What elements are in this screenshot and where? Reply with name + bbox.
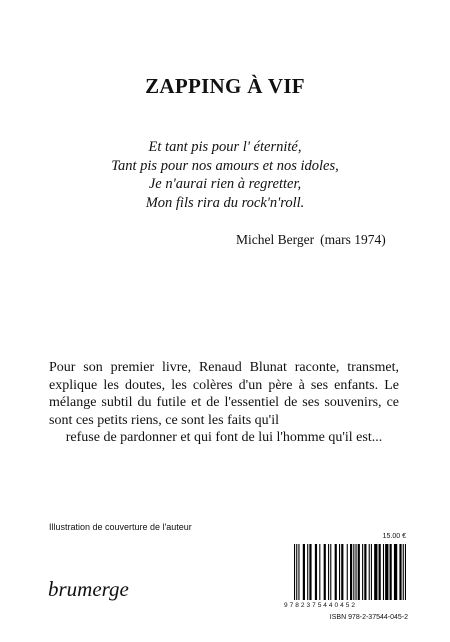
barcode-bar	[350, 544, 352, 600]
epigraph-line: Tant pis pour nos amours et nos idoles,	[111, 157, 339, 174]
barcode-bar	[403, 544, 404, 600]
barcode-bar	[369, 544, 370, 600]
publisher-logo: brumerge	[48, 577, 129, 601]
barcode-bar	[405, 544, 406, 600]
barcode-bar	[394, 544, 397, 600]
barcode-icon	[294, 544, 406, 600]
epigraph	[0, 138, 450, 212]
barcode-bar	[335, 544, 337, 600]
epigraph-line: Et tant pis pour l' éternité,	[148, 139, 302, 155]
barcode-bar	[385, 544, 388, 600]
ean-digits: 9782375440452	[284, 602, 357, 609]
barcode-bar	[371, 544, 372, 600]
epigraph-date: (mars 1974)	[320, 232, 386, 247]
barcode-bar	[358, 544, 360, 600]
barcode-bar	[328, 544, 329, 600]
book-title: ZAPPING À VIF	[145, 74, 305, 98]
barcode-bar	[383, 544, 384, 600]
barcode-bar	[347, 544, 348, 600]
barcode-bar	[339, 544, 340, 600]
barcode-bar	[303, 544, 305, 600]
epigraph-line: Mon fils rira du rock'n'roll.	[145, 194, 305, 211]
barcode-bar	[298, 544, 299, 600]
barcode-bar	[379, 544, 381, 600]
barcode-bar	[315, 544, 317, 600]
barcode-bar	[319, 544, 320, 600]
barcode-bar	[307, 544, 308, 600]
blurb-last-line: refuse de pardonner et qui font de lui l'homme qu'il est...	[65, 430, 383, 445]
barcode-bar	[353, 544, 354, 600]
book-blurb	[49, 359, 399, 447]
barcode-bar	[374, 544, 377, 600]
barcode-bar	[296, 544, 297, 600]
barcode-bar	[355, 544, 356, 600]
barcode-bar	[390, 544, 392, 600]
isbn-label: ISBN 978-2-37544-045-2	[329, 614, 408, 621]
barcode-bar	[324, 544, 326, 600]
barcode-bar	[364, 544, 366, 600]
barcode-bar	[330, 544, 331, 600]
blurb-body: Pour son premier livre, Renaud Blunat raconte, transmet, explique les doutes, les colères d'un père à ses enfants. Le mélange subtil du futile et de l'essentiel de ses souvenirs, ce sont ces petits riens, ce sont les faits qu'il	[49, 360, 399, 428]
barcode-bar	[362, 544, 363, 600]
price-label: 15.00 €	[382, 533, 406, 540]
epigraph-attribution	[236, 232, 386, 248]
barcode-block	[284, 530, 408, 630]
illustration-credit: Illustration de couverture de l'auteur	[49, 522, 192, 532]
barcode-bar	[399, 544, 401, 600]
barcode-bar	[309, 544, 311, 600]
barcode-bar	[341, 544, 343, 600]
epigraph-author: Michel Berger	[236, 232, 315, 247]
epigraph-line: Je n'aurai rien à regretter,	[148, 176, 302, 192]
barcode-bar	[294, 544, 295, 600]
